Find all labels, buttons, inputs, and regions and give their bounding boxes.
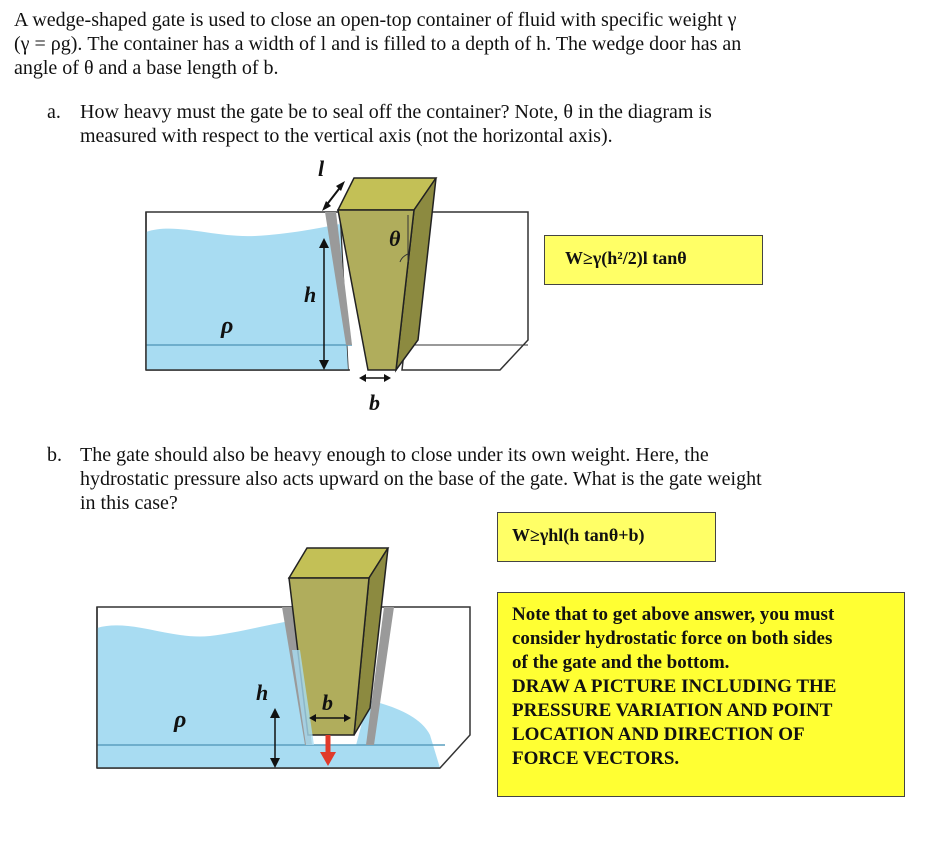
- part-a-line-1: How heavy must the gate be to seal off the container? Note, θ in the diagram is: [80, 101, 712, 123]
- answer-b-text: W≥γhl(h tanθ+b): [512, 525, 645, 545]
- intro-line-3: angle of θ and a base length of b.: [14, 57, 279, 79]
- intro-line-2: (γ = ρg). The container has a width of l and is filled to a depth of h. The wedge door has an: [14, 33, 742, 55]
- label-b-b: b: [322, 690, 333, 715]
- note-line-4: DRAW A PICTURE INCLUDING THE: [512, 676, 837, 697]
- label-rho-b: ρ: [174, 707, 187, 733]
- note-line-1: Note that to get above answer, you must: [512, 604, 835, 625]
- answer-a-text: W≥γ(h²/2)l tanθ: [565, 248, 687, 268]
- note-line-7: FORCE VECTORS.: [512, 748, 680, 769]
- label-rho-a: ρ: [221, 313, 234, 339]
- note-line-3: of the gate and the bottom.: [512, 652, 730, 673]
- intro-line-1: A wedge-shaped gate is used to close an open-top container of fluid with specific weight γ: [14, 9, 737, 31]
- label-h-a: h: [304, 282, 317, 307]
- part-b-line-1: The gate should also be heavy enough to close under its own weight. Here, the: [80, 444, 709, 466]
- label-h-b: h: [256, 680, 269, 705]
- label-b-a: b: [369, 390, 380, 415]
- part-a-marker: a.: [47, 101, 61, 123]
- fluid-b-left: [97, 620, 312, 748]
- note-box: [497, 592, 905, 797]
- label-l: l: [318, 156, 325, 181]
- part-b-line-3: in this case?: [80, 492, 178, 514]
- part-b-marker: b.: [47, 444, 62, 466]
- label-theta: θ: [389, 226, 401, 251]
- note-line-6: LOCATION AND DIRECTION OF: [512, 724, 805, 745]
- note-line-5: PRESSURE VARIATION AND POINT: [512, 700, 833, 721]
- part-a-line-2: measured with respect to the vertical axis (not the horizontal axis).: [80, 125, 613, 147]
- note-line-2: consider hydrostatic force on both sides: [512, 628, 833, 649]
- part-b-line-2: hydrostatic pressure also acts upward on the base of the gate. What is the gate weight: [80, 468, 762, 490]
